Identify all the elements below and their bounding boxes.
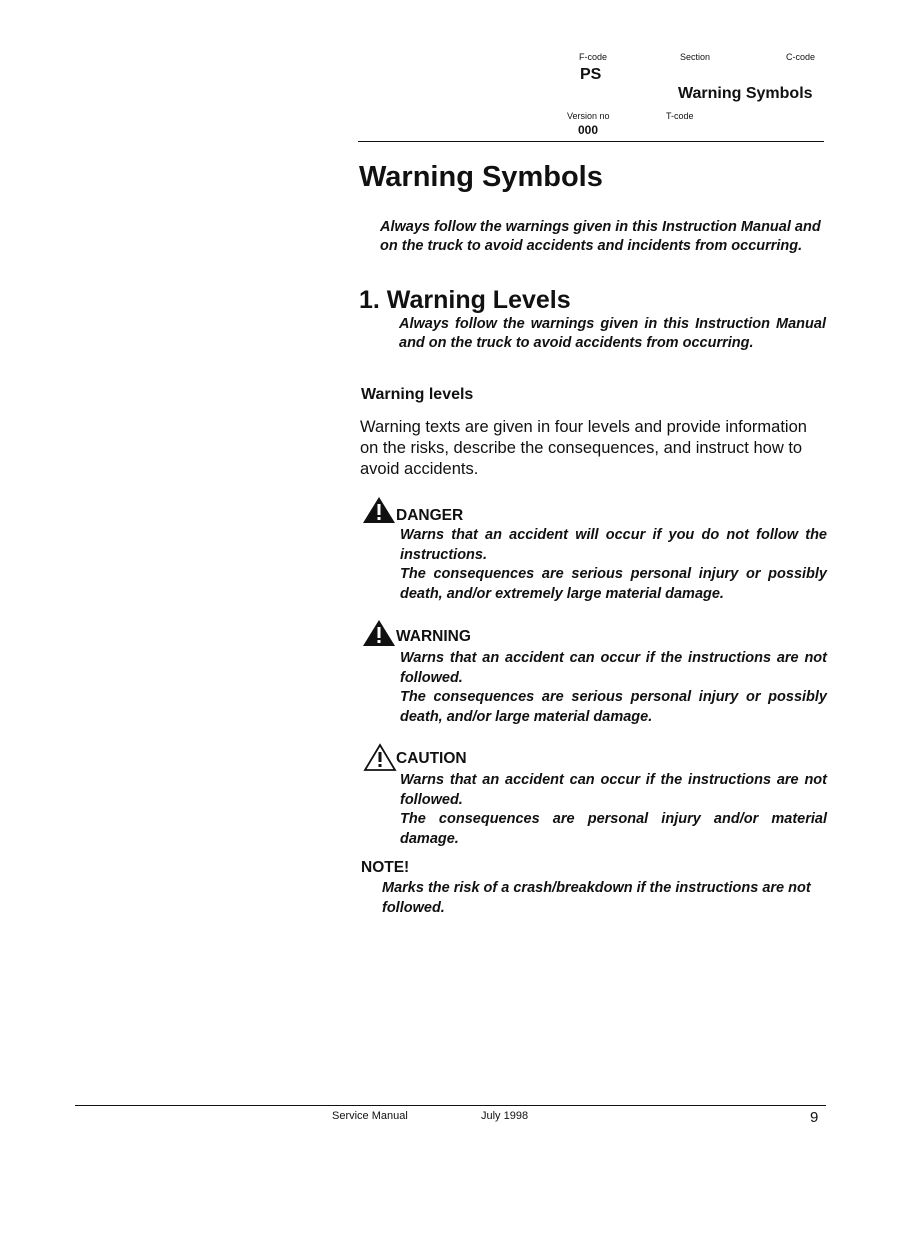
danger-title: DANGER (396, 507, 464, 524)
section-body: Warning texts are given in four levels and provide information on the risks, describe the consequences, and instruct how to avoid accidents. (360, 418, 807, 478)
footer-date: July 1998 (481, 1110, 529, 1122)
section-value: Warning Symbols (678, 85, 813, 102)
tcode-label: T-code (666, 111, 694, 121)
header-rule (358, 141, 824, 142)
footer-rule (75, 1105, 826, 1106)
warning-title: WARNING (396, 628, 471, 645)
page-number: 9 (810, 1109, 819, 1126)
section-subheading: Warning levels (361, 386, 474, 403)
fcode-label: F-code (579, 52, 608, 62)
ccode-label: C-code (786, 52, 816, 62)
footer-doc-name: Service Manual (332, 1110, 408, 1122)
intro-text: Always follow the warnings given in this Instruction Manual and on the truck to avoid accidents and incidents from occurring. (380, 219, 821, 254)
caution-text-2: The consequences are personal injury and/or material damage. (400, 811, 827, 847)
fcode-value: PS (580, 66, 602, 83)
section-heading: 1. Warning Levels (359, 286, 571, 314)
warning-triangle-outline-icon (363, 743, 397, 771)
version-value: 000 (578, 123, 599, 137)
warning-triangle-filled-icon (362, 496, 396, 524)
section-intro-text: Always follow the warnings given in this Instruction Manual and on the truck to avoid accidents from occurring. (399, 316, 826, 351)
note-title: NOTE! (361, 859, 410, 876)
caution-text-1: Warns that an accident can occur if the instructions are not followed. (400, 772, 827, 808)
warning-text-1: Warns that an accident can occur if the instructions are not followed. (400, 650, 827, 686)
note-text: Marks the risk of a crash/breakdown if the instructions are not followed. (382, 880, 811, 916)
version-label: Version no (567, 111, 610, 121)
warning-triangle-filled-icon (362, 619, 396, 647)
danger-text-2: The consequences are serious personal injury or possibly death, and/or extremely large material damage. (400, 566, 827, 602)
warning-text-2: The consequences are serious personal injury or possibly death, and/or large material damage. (400, 689, 827, 725)
page-title: Warning Symbols (359, 161, 603, 193)
section-label: Section (680, 52, 711, 62)
caution-title: CAUTION (396, 750, 467, 767)
danger-text-1: Warns that an accident will occur if you do not follow the instructions. (400, 527, 827, 563)
